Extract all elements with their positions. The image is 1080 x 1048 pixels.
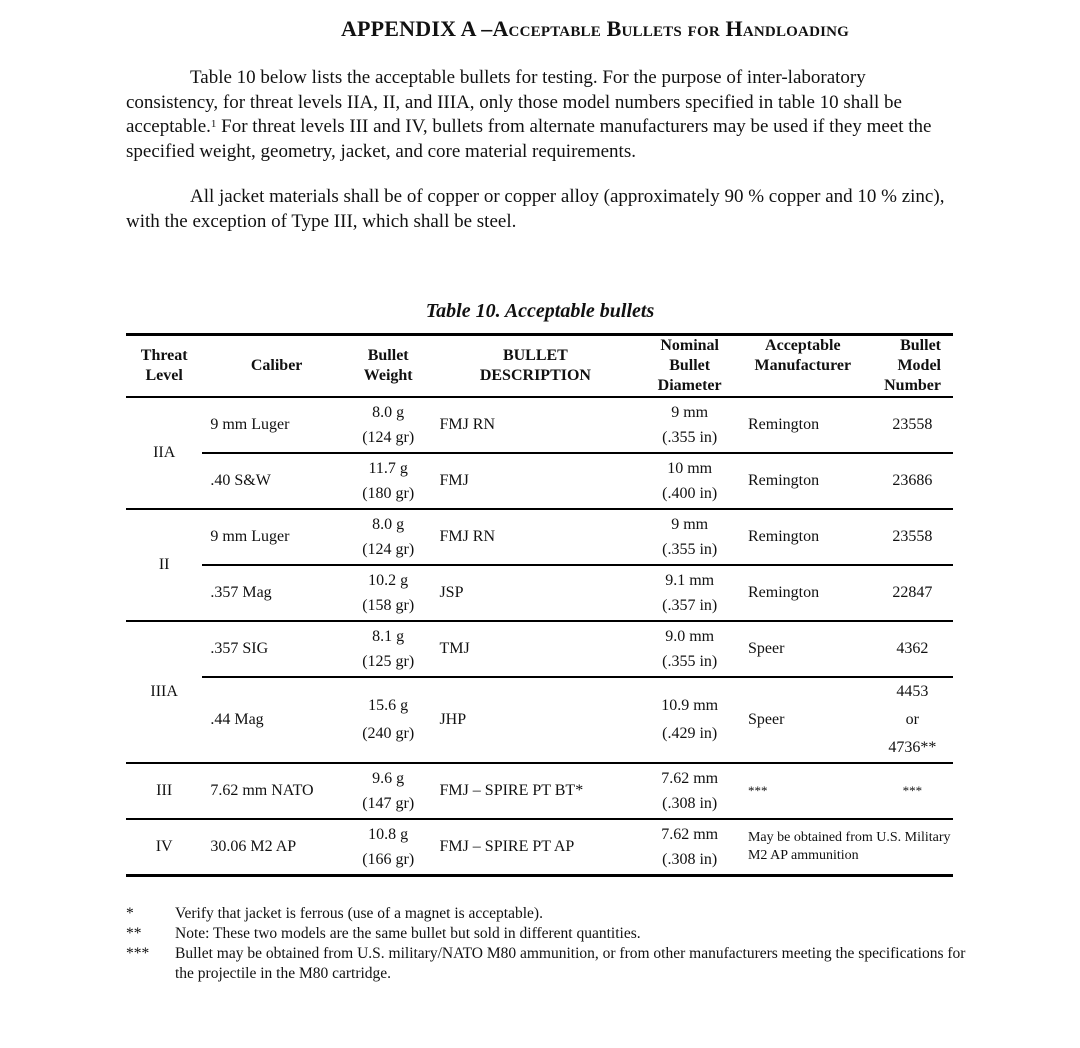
intro-paragraph-1-text: Table 10 below lists the acceptable bullets for testing. For the purpose of inter-laboratory consistency, for threat levels IIA, II, and IIIA, only those model numbers specified in table 10 shall be acceptable. — [126, 67, 902, 137]
weight-cell: 8.0 g (124 gr) — [351, 509, 426, 565]
footnote — [126, 944, 966, 984]
table-caption: Table 10. Acceptable bullets — [425, 300, 655, 322]
description-cell: JHP — [425, 677, 645, 763]
description-cell: JSP — [425, 565, 645, 621]
description-cell: FMJ – SPIRE PT AP — [425, 819, 645, 875]
table-row — [126, 453, 953, 509]
weight-cell: 9.6 g (147 gr) — [351, 763, 426, 819]
diameter-cell: 10.9 mm (.429 in) — [645, 677, 734, 763]
footnote-mark: * — [126, 905, 134, 922]
caliber-cell: .357 Mag — [202, 565, 351, 621]
header-acceptable-manufacturer: Acceptable Manufacturer — [734, 335, 872, 398]
manufacturer-cell: *** — [734, 763, 872, 819]
weight-cell: 8.0 g (124 gr) — [351, 397, 426, 453]
caliber-cell: 30.06 M2 AP — [202, 819, 351, 875]
table-row — [126, 397, 953, 453]
threat-level-cell: III — [126, 763, 202, 819]
footnote-mark: ** — [126, 925, 142, 942]
caliber-cell: 9 mm Luger — [202, 509, 351, 565]
description-cell: FMJ RN — [425, 509, 645, 565]
description-cell: FMJ – SPIRE PT BT* — [425, 763, 645, 819]
manufacturer-cell: Remington — [734, 453, 872, 509]
description-cell: FMJ — [425, 453, 645, 509]
table-footnotes — [126, 904, 966, 984]
table-header — [126, 335, 953, 398]
model-cell: *** — [872, 763, 953, 819]
manufacturer-cell: Remington — [734, 565, 872, 621]
caliber-cell: 7.62 mm NATO — [202, 763, 351, 819]
weight-cell: 15.6 g (240 gr) — [351, 677, 426, 763]
appendix-title — [0, 16, 1080, 42]
table-row — [126, 677, 953, 763]
diameter-cell: 10 mm (.400 in) — [645, 453, 734, 509]
appendix-title-prefix: APPENDIX A – — [340, 16, 493, 41]
intro-paragraph-2 — [126, 185, 951, 234]
model-cell: 23558 — [872, 397, 953, 453]
intro-paragraph-1-text-cont: For threat levels III and IV, bullets from alternate manufacturers may be used if they meet the specified weight, geometry, jacket, and core material requirements. — [126, 116, 932, 162]
diameter-cell: 7.62 mm (.308 in) — [645, 763, 734, 819]
intro-paragraph-1 — [126, 66, 951, 164]
header-bullet-weight: Bullet Weight — [351, 335, 426, 398]
manufacturer-cell: May be obtained from U.S. Military M2 AP ammunition — [734, 819, 953, 875]
description-cell: TMJ — [425, 621, 645, 677]
model-cell: 22847 — [872, 565, 953, 621]
footnote-text: Bullet may be obtained from U.S. military/NATO M80 ammunition, or from other manufacturers meeting the specifications for the projectile in the M80 cartridge. — [175, 945, 966, 982]
caliber-cell: .357 SIG — [202, 621, 351, 677]
table-row — [126, 763, 953, 819]
diameter-cell: 9.1 mm (.357 in) — [645, 565, 734, 621]
manufacturer-cell: Speer — [734, 677, 872, 763]
threat-level-cell: II — [126, 509, 202, 621]
header-bullet-description: BULLET DESCRIPTION — [425, 335, 645, 398]
manufacturer-cell: Remington — [734, 397, 872, 453]
intro-paragraph-2-text: All jacket materials shall be of copper or copper alloy (approximately 90 % copper and 10 % zinc), with the exception of Type III, which shall be steel. — [126, 186, 945, 232]
header-threat-level: Threat Level — [126, 335, 202, 398]
footnote — [126, 904, 966, 924]
diameter-cell: 9 mm (.355 in) — [645, 509, 734, 565]
description-cell: FMJ RN — [425, 397, 645, 453]
diameter-cell: 7.62 mm (.308 in) — [645, 819, 734, 875]
footnote-text: Verify that jacket is ferrous (use of a magnet is acceptable). — [175, 905, 543, 922]
table-header-row — [126, 335, 953, 398]
weight-cell: 8.1 g (125 gr) — [351, 621, 426, 677]
threat-level-cell: IIA — [126, 397, 202, 509]
footnote-text: Note: These two models are the same bullet but sold in different quantities. — [175, 925, 641, 942]
caliber-cell: .40 S&W — [202, 453, 351, 509]
model-cell: 23558 — [872, 509, 953, 565]
model-cell: 4453 or 4736** — [872, 677, 953, 763]
footnote-mark: *** — [126, 945, 150, 962]
table-row — [126, 819, 953, 875]
header-caliber: Caliber — [202, 335, 351, 398]
table-row — [126, 565, 953, 621]
acceptable-bullets-table — [126, 333, 953, 877]
table-row — [126, 621, 953, 677]
manufacturer-cell: Speer — [734, 621, 872, 677]
diameter-cell: 9 mm (.355 in) — [645, 397, 734, 453]
diameter-cell: 9.0 mm (.355 in) — [645, 621, 734, 677]
weight-cell: 10.8 g (166 gr) — [351, 819, 426, 875]
footnote-marker: 1 — [210, 118, 217, 130]
weight-cell: 10.2 g (158 gr) — [351, 565, 426, 621]
caliber-cell: .44 Mag — [202, 677, 351, 763]
threat-level-cell: IIIA — [126, 621, 202, 763]
footnote — [126, 924, 966, 944]
manufacturer-cell: Remington — [734, 509, 872, 565]
threat-level-cell: IV — [126, 819, 202, 875]
model-cell: 4362 — [872, 621, 953, 677]
table-row — [126, 509, 953, 565]
model-cell: 23686 — [872, 453, 953, 509]
appendix-title-main: Acceptable Bullets for Handloading — [492, 16, 850, 41]
weight-cell: 11.7 g (180 gr) — [351, 453, 426, 509]
caliber-cell: 9 mm Luger — [202, 397, 351, 453]
header-nominal-diameter: Nominal Bullet Diameter — [645, 335, 734, 398]
header-model-number: Bullet Model Number — [872, 335, 953, 398]
